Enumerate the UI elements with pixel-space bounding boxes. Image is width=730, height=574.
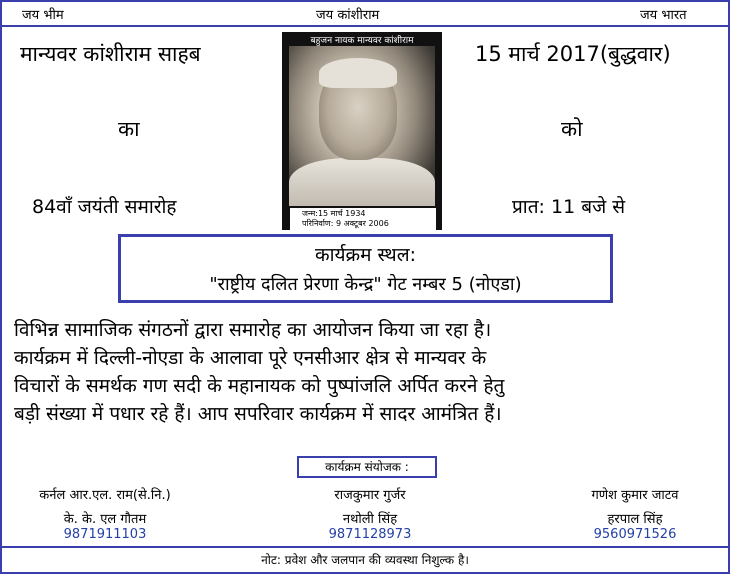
honoree-name: मान्यवर कांशीराम साहब (20, 42, 201, 66)
birth-date: जन्म:15 मार्च 1934 (302, 209, 366, 218)
organiser-column-3 (555, 485, 715, 542)
slogan-center: जय कांशीराम (316, 8, 380, 23)
organiser-name: कर्नल आर.एल. राम(से.नि.) (39, 488, 171, 503)
organiser-name: हरपाल सिंह (607, 512, 663, 527)
event-title: 84वाँ जयंती समारोह (32, 196, 177, 218)
photo-caption: बहुजन नायक मान्यवर कांशीराम (310, 36, 414, 46)
slogan-right: जय भारत (640, 8, 687, 23)
organiser-name: के. के. एल गौतम (63, 512, 147, 527)
invitation-paragraph (14, 316, 720, 428)
organiser-phone: 9560971526 (593, 527, 677, 542)
portrait-shirt (289, 158, 435, 206)
venue-place: "राष्ट्रीय दलित प्रेरणा केन्द्र" गेट नम्बर 5 (नोएडा) (209, 274, 522, 295)
organiser-phone: 9871911103 (63, 527, 147, 542)
organiser-phone: 9871128973 (328, 527, 412, 542)
paragraph-line: कार्यक्रम में दिल्ली-नोएडा के आलावा पूरे एनसीआर क्षेत्र से मान्यवर के (14, 347, 487, 369)
paragraph-line: बड़ी संख्या में पधार रहे हैं। आप सपरिवार कार्यक्रम में सादर आमंत्रित हैं। (14, 403, 502, 425)
footer-note: नोट: प्रवेश और जलपान की व्यवस्था निशुल्क है। (261, 553, 469, 567)
paragraph-line: विभिन्न सामाजिक संगठनों द्वारा समारोह का आयोजन किया जा रहा है। (14, 319, 492, 341)
slogan-bar (0, 0, 730, 26)
photo-dates (290, 208, 436, 230)
slogan-left: जय भीम (22, 8, 64, 23)
portrait-hair (319, 58, 397, 88)
note-divider (0, 546, 730, 548)
organiser-name: गणेश कुमार जाटव (591, 488, 679, 503)
venue-label: कार्यक्रम स्थल: (315, 244, 416, 266)
right-connector: को (561, 117, 583, 141)
death-date: परिनिर्वाण: 9 अक्टूबर 2006 (302, 219, 389, 228)
organiser-column-2 (285, 485, 455, 542)
portrait-photo (282, 32, 442, 230)
left-connector: का (118, 117, 140, 141)
event-time: प्रात: 11 बजे से (512, 196, 626, 218)
organiser-name: राजकुमार गुर्जर (334, 488, 406, 503)
event-date: 15 मार्च 2017(बुद्धवार) (475, 42, 671, 66)
organiser-column-1 (10, 485, 200, 542)
portrait-image (289, 46, 435, 206)
top-border-line (0, 0, 730, 2)
organiser-heading: कार्यक्रम संयोजक : (297, 456, 437, 478)
organiser-name: नथोली सिंह (342, 512, 398, 527)
slogan-divider (0, 25, 730, 27)
paragraph-line: विचारों के समर्थक गण सदी के महानायक को पुष्पांजलि अर्पित करने हेतु (14, 375, 505, 397)
venue-box (118, 234, 613, 303)
